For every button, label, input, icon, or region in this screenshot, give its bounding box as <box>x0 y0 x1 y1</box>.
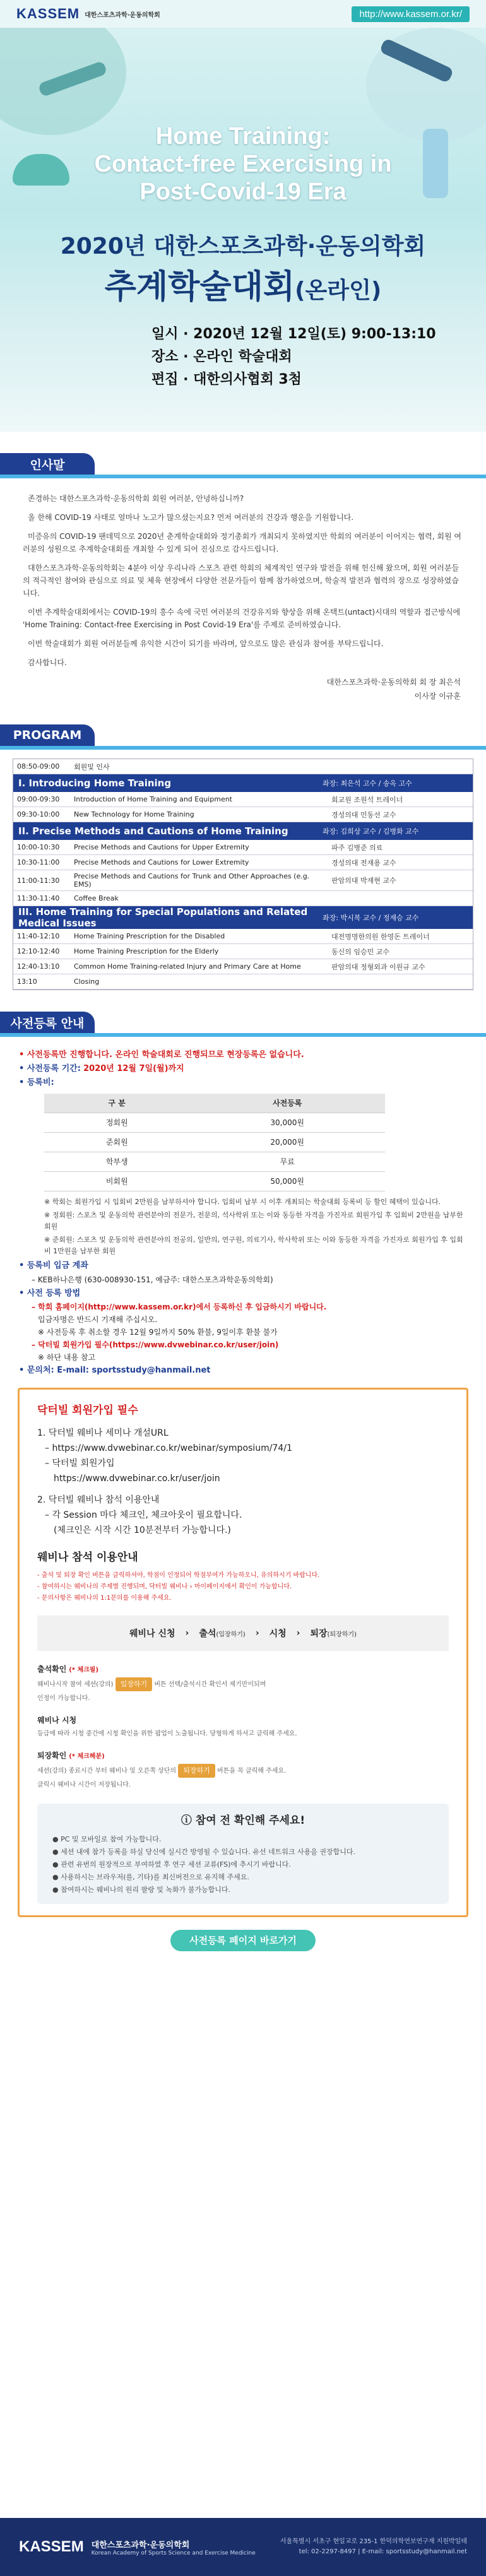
hero-title-line: Post-Covid-19 Era <box>139 179 347 205</box>
table-header: 사전등록 <box>189 1094 385 1113</box>
program-topic: Home Training Prescription for the Disabled <box>74 932 225 940</box>
logo-mark: KASSEM <box>16 6 80 21</box>
section-label: 인사말 <box>0 453 95 475</box>
attendance-flow <box>37 1616 449 1651</box>
logo[interactable] <box>16 6 160 22</box>
table-cell: 학부생 <box>44 1152 189 1172</box>
method-note: ※ 하단 내용 참고 <box>38 1353 96 1362</box>
account-value: – KEB하나은행 (630-008930-151, 예금주: 대한스포츠과학운동의학회) <box>32 1275 273 1284</box>
program-speaker: 회교원 조원석 트레이너 <box>331 795 403 804</box>
check-icon: ● <box>52 1860 59 1869</box>
flow-step: 시청 <box>269 1629 287 1639</box>
table-cell: 준회원 <box>44 1133 189 1152</box>
inquiry: • 문의처: E-mail: sportsstudy@hanmail.net <box>19 1366 211 1375</box>
program-topic: Precise Methods and Cautions for Trunk and Other Approaches (e.g. EMS) <box>74 872 310 889</box>
check-icon: ● <box>52 1873 59 1881</box>
top-bar <box>0 0 486 28</box>
program-section-title <box>13 822 473 840</box>
fee-label: • 등록비: <box>19 1078 54 1087</box>
flow-step <box>310 1627 357 1640</box>
check-item <box>52 1871 434 1884</box>
check-icon: ● <box>52 1886 59 1894</box>
program-row <box>13 929 473 944</box>
attendance-details <box>37 1662 449 1792</box>
footer-logo <box>19 2538 84 2556</box>
paragraph: 이번 추계학술대회에서는 COVID-19의 흥수 속에 국민 여러분의 건강유지와 향상을 위해 온택트(untact)시대의 역할과 접근방식에 'Home Training: Contact-free Exercising in Post Covid-19 Era'를 주제로 준비하였습니다. <box>23 608 461 629</box>
program-speaker: 경성의대 민동선 교수 <box>331 810 396 819</box>
hero-title <box>0 122 486 206</box>
signature <box>0 675 486 703</box>
table-header: 구 분 <box>44 1094 189 1113</box>
hero-title-line: Contact-free Exercising in <box>94 151 392 177</box>
check-icon: ● <box>52 1848 59 1856</box>
join-link[interactable]: https://www.dvwebinar.co.kr/user/join <box>54 1474 220 1484</box>
doctorville-step-1 <box>37 1426 449 1486</box>
program-speaker: 판암의대 박재현 교수 <box>331 877 396 885</box>
period-value: 2020년 12월 7일(월)까지 <box>83 1064 184 1073</box>
paragraph: 대한스포츠과학·운동의학회는 4분야 이상 우리나라 스포츠 관련 학회의 체계적인 연구와 발전을 위해 헌신해 왔으며, 회원 여러분들의 적극적인 참여와 관심으로 의료 및 체육 현장에서 다양한 전문가들이 함께 참가하였으며, 학술적 발전과 협력의 장으로 성장하였습니다. <box>23 564 459 598</box>
signature-line: 대한스포츠과학·운동의학회 회 장 최은석 <box>326 678 461 687</box>
step-title: 2. 닥터빌 웨비나 참석 이용안내 <box>37 1495 160 1505</box>
program-row <box>13 891 473 906</box>
paragraph: 감사합니다. <box>28 658 67 667</box>
table-cell: 무료 <box>189 1152 385 1172</box>
program-row <box>13 807 473 822</box>
fee-notes <box>19 1196 467 1257</box>
program-time: 10:30-11:00 <box>17 858 60 866</box>
chair-text: 좌장: 박시복 교수 / 정재승 교수 <box>323 914 419 922</box>
check-icon: ● <box>52 1835 59 1843</box>
footer-org <box>92 2538 256 2556</box>
check-item <box>52 1884 434 1896</box>
program-row <box>13 759 473 774</box>
exit-button[interactable]: 퇴장하기 <box>178 1764 215 1778</box>
check-item <box>52 1858 434 1871</box>
table-cell: 정회원 <box>44 1113 189 1133</box>
note: ※ 정회원: 스포츠 및 운동의학 관련분야의 전문가, 전문의, 석사학위 또는 이와 동등한 자격을 가진자로 회원가입 후 입회비 2만원을 납부한 회원 <box>44 1211 463 1231</box>
program-time: 11:30-11:40 <box>17 894 60 902</box>
table-cell: 30,000원 <box>189 1113 385 1133</box>
event-date: 일시 · 2020년 12월 12일(토) 9:00-13:10 <box>151 326 436 342</box>
program-time: 09:00-09:30 <box>17 795 60 803</box>
program-topic: Coffee Break <box>74 894 119 902</box>
arrow-icon: › <box>255 1628 259 1638</box>
chair-text: 좌장: 김희상 교수 / 김병화 교수 <box>323 827 419 836</box>
program-topic: Closing <box>74 978 100 986</box>
footer-logo-mark: KASSEM <box>19 2538 84 2555</box>
method-label: • 사전 등록 방법 <box>19 1289 81 1298</box>
enter-button[interactable]: 입장하기 <box>116 1677 153 1691</box>
program-time: 08:50-09:00 <box>17 762 60 771</box>
table-row <box>44 1152 385 1172</box>
exit-text: 버튼을 꼭 클릭해 주세요. <box>216 1768 287 1775</box>
registration-header <box>0 1012 486 1039</box>
program-row <box>13 870 473 891</box>
divider <box>0 1033 486 1037</box>
pre-registration-button[interactable]: 사전등록 페이지 바로가기 <box>170 1930 316 1951</box>
program-table <box>13 759 473 990</box>
view-title: 웨비나 시청 <box>37 1716 77 1725</box>
program-topic: 회원및 인사 <box>74 762 110 771</box>
footer-tel: tel: 02-2297-8497 | E-mail: sportsstudy@hanmail.net <box>299 2548 467 2555</box>
registration-notice: • 사전등록만 진행합니다. 온라인 학술대회로 진행되므로 현장등록은 없습니다. <box>19 1050 304 1060</box>
section-title-text: I. Introducing Home Training <box>18 777 172 789</box>
signature-line: 이사장 이규훈 <box>414 692 461 700</box>
logo-org: 대한스포츠과학·운동의학회 <box>85 11 160 19</box>
info-icon: ⓘ <box>181 1814 192 1827</box>
footer-org-en: Korean Academy of Sports Science and Exercise Medicine <box>91 2549 256 2556</box>
doctorville-heading: 닥터빌 회원가입 필수 <box>37 1404 138 1417</box>
program-section-title <box>13 774 473 792</box>
note: ※ 학회는 회원가입 시 입회비 2만원을 납부하셔야 합니다. 입회비 납부 시 이후 개최되는 학술대회 등록비 등 할인 혜택이 있습니다. <box>44 1198 441 1206</box>
guide-note: - 문의사항은 웨비나의 1:1문의를 이용해 주세요. <box>37 1595 172 1602</box>
program-topic: Precise Methods and Cautions for Upper Extremity <box>74 843 249 851</box>
program-row <box>13 840 473 855</box>
table-header-row <box>44 1094 385 1113</box>
section-label: PROGRAM <box>0 724 95 746</box>
att-title: 출석확인 <box>37 1665 67 1674</box>
program-speaker: 파주 김병준 의료 <box>331 843 383 852</box>
program-row <box>13 959 473 974</box>
exit-text: 클릭시 웨비나 시간이 저장됩니다. <box>37 1781 131 1788</box>
paragraph: 존경하는 대한스포츠과학·운동의학회 회원 여러분, 안녕하십니까? <box>28 494 244 503</box>
join-label: – 닥터빌 회원가입 <box>45 1458 115 1468</box>
program-speaker: 판암의대 정형외과 이원규 교수 <box>331 962 425 971</box>
fee-table <box>44 1094 385 1191</box>
att-text: 웨비나시작 참여 세션(강의) <box>37 1681 114 1688</box>
step-title: 1. 닥터빌 웨비나 세미나 개설URL <box>37 1428 169 1438</box>
table-row <box>44 1172 385 1191</box>
registration-body <box>0 1039 486 1378</box>
method-note: 입금자명은 반드시 기재해 주십시오. <box>38 1315 158 1324</box>
program-row <box>13 974 473 990</box>
guide-note: - 출석 및 퇴장 확인 버튼을 클릭하셔야, 학점이 인정되어 학점부여가 가능하오니, 유의하시기 바랍니다. <box>37 1572 320 1579</box>
flow-step-sub: (입장하기) <box>216 1631 246 1638</box>
webinar-link[interactable]: – https://www.dvwebinar.co.kr/webinar/symposium/74/1 <box>45 1443 292 1453</box>
table-row <box>44 1133 385 1152</box>
program-time: 11:00-11:30 <box>17 876 60 885</box>
program-topic: Home Training Prescription for the Elderly <box>74 947 219 955</box>
program-topic: Precise Methods and Cautions for Lower Extremity <box>74 858 249 866</box>
program-topic: Introduction of Home Training and Equipment <box>74 795 232 803</box>
flow-step: 웨비나 신청 <box>129 1629 175 1639</box>
check-text: PC 및 모바일로 참여 가능합니다. <box>61 1835 162 1843</box>
program-time: 10:00-10:30 <box>17 843 60 851</box>
program-time: 09:30-10:00 <box>17 810 60 818</box>
program-topic: New Technology for Home Training <box>74 810 194 818</box>
guide-title: 웨비나 참석 이용안내 <box>37 1551 138 1564</box>
event-venue: 편집 · 대한의사협회 3첨 <box>151 372 302 387</box>
program-time: 12:10-12:40 <box>17 947 60 955</box>
footer <box>0 2518 486 2576</box>
doctorville-step-2 <box>37 1492 449 1538</box>
guide-notes <box>37 1570 449 1604</box>
check-item <box>52 1846 434 1858</box>
att-req: (* 체크필) <box>69 1667 99 1674</box>
section-label: 사전등록 안내 <box>0 1012 95 1033</box>
check-box <box>37 1804 449 1904</box>
step-note: – 각 Session 마다 체크인, 체크아웃이 필요합니다. <box>45 1510 242 1520</box>
guide-note: - 참여하시는 웨비나의 주제별 진행되며, 닥터빌 웨비나 › 마이페이지에서 확인이 가능합니다. <box>37 1583 292 1590</box>
period-label: • 사전등록 기간: <box>19 1064 81 1073</box>
table-cell: 20,000원 <box>189 1133 385 1152</box>
program-speaker: 동신의 임승민 교수 <box>331 947 390 956</box>
greeting-header <box>0 453 486 481</box>
program-header <box>0 724 486 752</box>
divider <box>0 746 486 750</box>
exit-req: (* 체크해분) <box>69 1753 105 1760</box>
flow-step <box>199 1627 246 1640</box>
paragraph: 올 한해 COVID-19 사태로 얼마나 노고가 많으셨는지요? 먼저 여러분의 건강과 행운을 기원합니다. <box>28 513 354 522</box>
divider <box>0 475 486 478</box>
method-step[interactable]: – 닥터빌 회원가입 필수(https://www.dvwebinar.co.kr/user/join) <box>32 1340 279 1349</box>
exit-text: 세션(강의) 종료시간 부터 웨비나 및 오른쪽 상단의 <box>37 1768 177 1775</box>
method-list <box>19 1301 467 1364</box>
step-note: (체크인은 시작 시간 10분전부터 가능합니다.) <box>54 1525 231 1535</box>
footer-contact <box>280 2537 467 2557</box>
paragraph: 이번 학술대회가 회원 여러분들께 유익한 시간이 되기를 바라며, 앞으로도 많은 관심과 참여를 부탁드립니다. <box>28 639 384 648</box>
program-row <box>13 855 473 870</box>
program-speaker: 경성의대 전재용 교수 <box>331 858 396 867</box>
program-section-title <box>13 906 473 929</box>
program-time: 12:40-13:10 <box>17 962 60 971</box>
event-subtitle: 2020년 대한스포츠과학·운동의학회 <box>60 233 426 259</box>
check-item <box>52 1833 434 1846</box>
hero-banner <box>0 28 486 432</box>
check-text: 관련 유번의 원장적으로 부여하였 후 연구 세션 교류(FS)에 추시기 바랍니다. <box>61 1860 291 1869</box>
flow-step-sub: (퇴장하기) <box>327 1631 357 1638</box>
greeting-body <box>0 481 486 669</box>
table-cell: 비회원 <box>44 1172 189 1191</box>
flow-step-label: 출석 <box>199 1629 216 1639</box>
check-title-text: 참여 전 확인해 주세요! <box>195 1814 305 1827</box>
att-text: 인정이 가능합니다. <box>37 1695 90 1702</box>
chair-text: 좌장: 최은석 고수 / 송옥 고수 <box>323 779 412 788</box>
event-title-text: 추계학술대회 <box>104 268 295 306</box>
section-title-text: II. Precise Methods and Cautions of Home Training <box>18 825 288 837</box>
program-speaker: 대전명명한의원 한영돈 트레이너 <box>331 932 430 941</box>
program-row <box>13 792 473 807</box>
event-place: 장소 · 온라인 학술대회 <box>151 349 292 365</box>
program-time: 11:40-12:10 <box>17 932 60 940</box>
paragraph: 미증유의 COVID-19 팬데믹으로 2020년 춘계학술대회와 정기총회가 개최되지 못하였지만 학회의 여러분이 이어지는 협력, 회원 여러분의 성원으로 추계학술대회를 개최할 수 있게 되어 진심으로 감사드립니다. <box>23 532 461 553</box>
hero-title-line: Home Training: <box>155 123 331 150</box>
registration-period <box>19 1062 467 1076</box>
section-title-text: III. Home Training for Special Populations and Related Medical Issues <box>18 906 308 929</box>
arrow-icon: › <box>185 1628 189 1638</box>
check-title <box>52 1811 434 1827</box>
program-time: 13:10 <box>17 978 37 986</box>
check-text: 참여하시는 웨비나의 원리 팔랑 및 녹화가 불가능합니다. <box>61 1886 230 1894</box>
table-row <box>44 1113 385 1133</box>
check-text: 사용하시는 브라우저(를, 기타)를 최신버전으로 유지해 주세요. <box>61 1873 249 1881</box>
exit-title: 퇴장확인 <box>37 1751 67 1760</box>
note: ※ 준회원: 스포츠 및 운동의학 관련분야의 전공의, 일반의, 연구원, 의료기사, 학사학위 또는 이와 동등한 자격을 가진자로 회원가입 후 입회비 1만원을 납부한 회원 <box>44 1236 463 1255</box>
event-title-suffix: (온라인) <box>295 278 382 304</box>
footer-address: 서울특별시 서초구 현일교로 235-1 한덕의학연보연구재 지원박일테 <box>280 2538 467 2545</box>
doctorville-box <box>18 1388 468 1917</box>
site-url[interactable]: http://www.kassem.or.kr/ <box>352 6 470 22</box>
method-note: ※ 사전등록 후 취소할 경우 12월 9일까지 50% 환불, 9일이후 환불 불가 <box>38 1328 278 1337</box>
program-topic: Common Home Training-related Injury and Primary Care at Home <box>74 962 301 971</box>
method-step[interactable]: – 학회 홈페이지(http://www.kassem.or.kr)에서 등록하신 후 입금하시기 바랍니다. <box>32 1303 327 1311</box>
flow-step-label: 퇴장 <box>310 1629 328 1639</box>
event-title <box>0 260 486 307</box>
footer-org-ko: 대한스포츠과학·운동의학회 <box>91 2540 190 2550</box>
account-label: • 등록비 입금 계좌 <box>19 1261 88 1270</box>
view-text: 등급에 따라 시청 중간에 시청 확인을 위한 팝업이 노출됩니다. 당형하게 하셔고 클릭해 주세요. <box>37 1730 297 1737</box>
event-info <box>151 323 436 391</box>
program-row <box>13 944 473 959</box>
table-cell: 50,000원 <box>189 1172 385 1191</box>
check-text: 세션 내에 참가 등록을 하실 당신에 실시간 방영될 수 있습니다. 유선 네트워크 사용을 권장합니다. <box>61 1848 355 1856</box>
arrow-icon: › <box>296 1628 300 1638</box>
att-text: 버튼 선택/출석시간 확인서 제기만이되며 <box>154 1681 266 1688</box>
